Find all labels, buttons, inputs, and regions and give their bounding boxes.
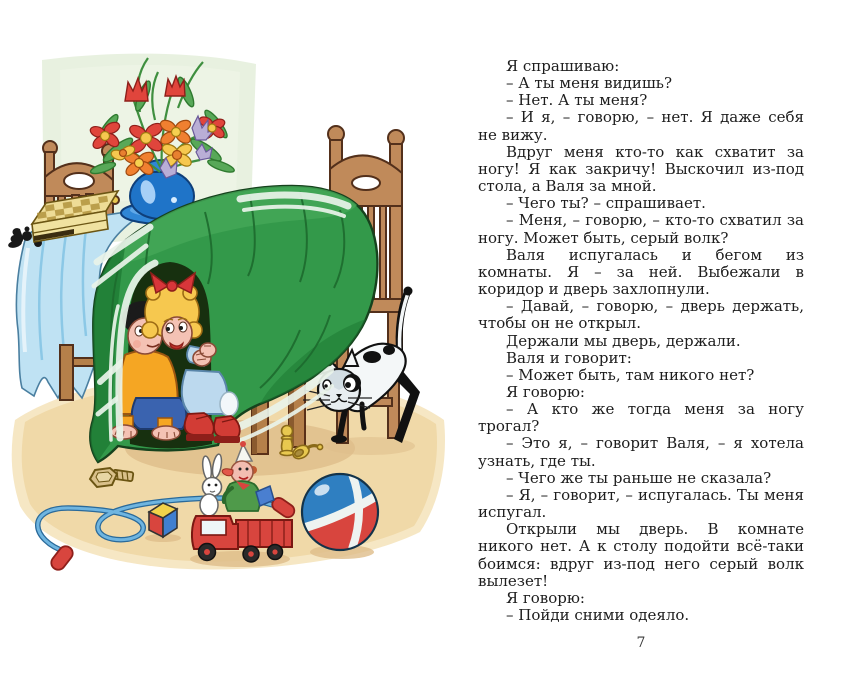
story-paragraph: Я говорю: [506,382,585,401]
story-paragraph: Держали мы дверь, держали. [506,331,741,350]
story-paragraph: – Пойди сними одеяло. [506,606,690,624]
story-paragraph: – Меня, – говорю, – кто-то схватил за ногу. Может быть, серый волк? [478,211,804,247]
story-paragraph: Я спрашиваю: [506,57,620,75]
story-paragraph: – Я, – говорит, – испугалась. Ты меня испугал. [478,485,804,522]
story-paragraph: – Давай, – говорю, – дверь держать, чтобы он не открыл. [478,297,804,333]
story-paragraph: – А кто же тогда меня за ногу трогал? [478,400,804,436]
story-paragraph: – Чего же ты раньше не сказала? [506,468,772,487]
story-text-column [478,58,804,652]
story-paragraph: Валя и говорит: [506,348,632,367]
story-paragraph: Валя испугалась и бегом из комнаты. Я – за ней. Выбежали в коридор и дверь захлопнули. [478,245,804,299]
page-number: 7 [636,635,646,652]
story-paragraph: – Чего ты? – спрашивает. [506,194,706,213]
story-paragraphs [478,58,804,624]
story-paragraph: – И я, – говорю, – нет. Я даже себя не вижу. [478,108,804,144]
story-paragraph: – Это я, – говорит Валя, – я хотела узнать, где ты. [478,434,804,470]
story-paragraph: Вдруг меня кто-то как схватит за ногу! Я как закричу! Выскочил из-под стола, а Валя за мной. [478,142,804,196]
story-paragraph: Открыли мы дверь. В комнате никого нет. А к столу подойти всё-таки боимся: вдруг из-под него серый волк вылезет! [478,520,804,590]
story-paragraph: – Может быть, там никого нет? [506,365,755,384]
story-paragraph: Я говорю: [506,588,585,607]
story-paragraph: – Нет. А ты меня? [506,91,648,110]
story-paragraph: – А ты меня видишь? [506,74,673,93]
